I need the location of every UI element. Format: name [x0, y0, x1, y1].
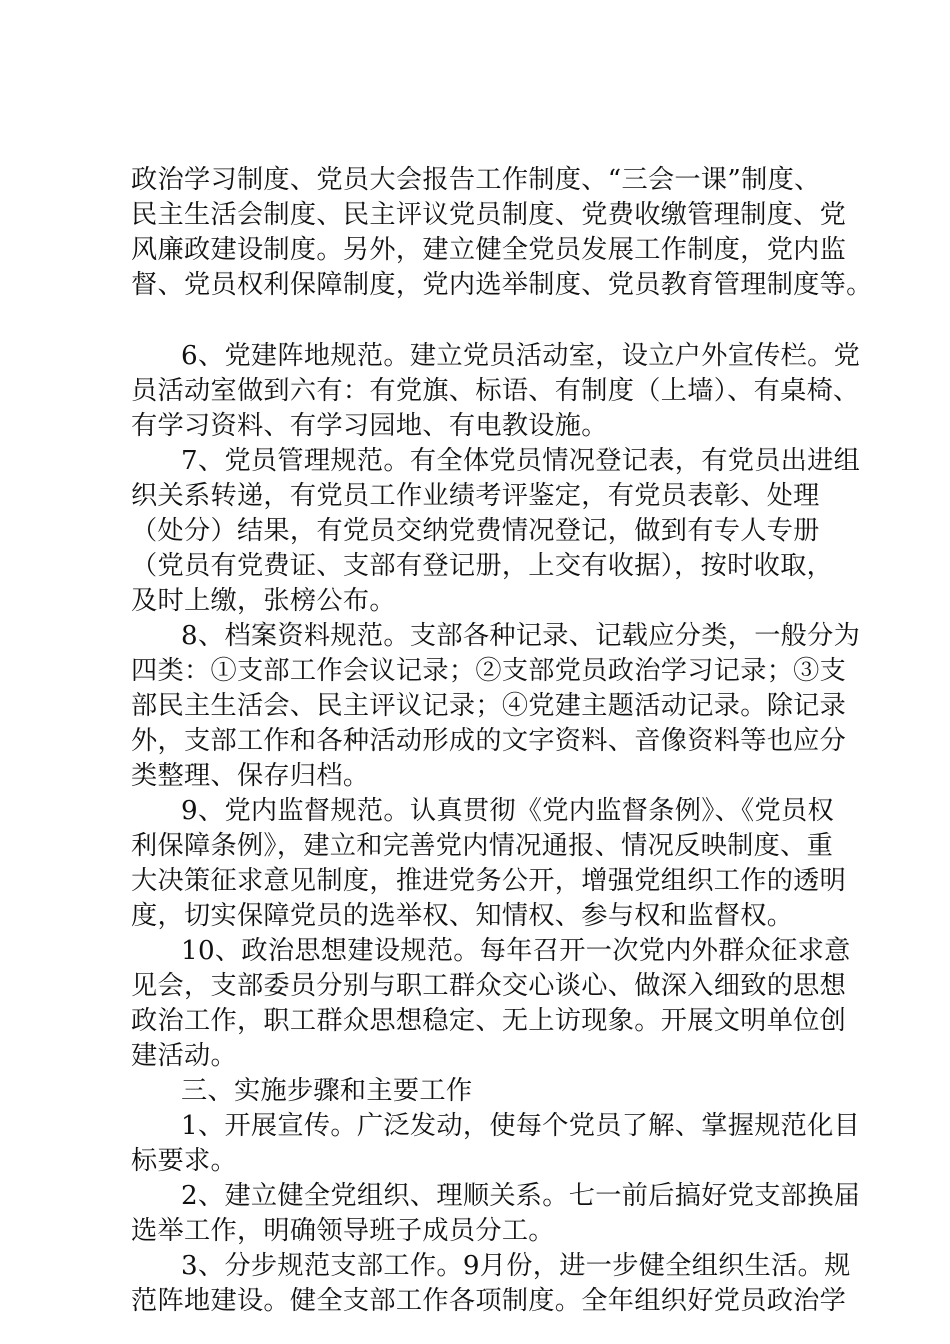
step-item-3: [131, 1249, 851, 1319]
text-line: 风廉政建设制度。另外，建立健全党员发展工作制度，党内监: [131, 235, 847, 265]
heading-line: 三、实施步骤和主要工作: [181, 1076, 473, 1106]
text-line: 民主生活会制度、民主评议党员制度、党费收缴管理制度、党: [131, 200, 847, 230]
text-line: 选举工作，明确领导班子成员分工。: [131, 1216, 555, 1246]
text-line: 督、党员权利保障制度，党内选举制度、党员教育管理制度等。: [131, 270, 873, 300]
paragraph-item-10: [131, 934, 851, 1074]
text-line: 标要求。: [131, 1146, 237, 1176]
text-line: 范阵地建设。健全支部工作各项制度。全年组织好党员政治学: [131, 1286, 847, 1316]
text-line: 四类：①支部工作会议记录；②支部党员政治学习记录；③支: [131, 656, 847, 686]
text-line: 6、党建阵地规范。建立党员活动室，设立户外宣传栏。党: [181, 341, 861, 371]
text-line: 10、政治思想建设规范。每年召开一次党内外群众征求意: [181, 936, 851, 966]
paragraph-item-9: [131, 794, 851, 934]
text-line: 政治学习制度、党员大会报告工作制度、“三会一课”制度、: [131, 165, 821, 195]
step-item-2: [131, 1179, 861, 1249]
text-line: 利保障条例》，建立和完善党内情况通报、情况反映制度、重: [131, 831, 834, 861]
document-page: [131, 163, 873, 1319]
paragraph-item-6: [131, 339, 861, 444]
text-line: 建活动。: [131, 1041, 237, 1071]
text-line: （处分）结果，有党员交纳党费情况登记，做到有专人专册: [131, 516, 820, 546]
paragraph-1: [131, 163, 873, 303]
paragraph-gap: [131, 303, 851, 339]
text-line: 见会，支部委员分别与职工群众交心谈心、做深入细致的思想: [131, 971, 847, 1001]
text-line: 政治工作，职工群众思想稳定、无上访现象。开展文明单位创: [131, 1006, 847, 1036]
paragraph-item-8: [131, 619, 861, 794]
text-line: 2、建立健全党组织、理顺关系。七一前后搞好党支部换届: [181, 1181, 861, 1211]
step-item-1: [131, 1109, 861, 1179]
text-line: 大决策征求意见制度，推进党务公开，增强党组织工作的透明: [131, 866, 847, 896]
text-line: 外，支部工作和各种活动形成的文字资料、音像资料等也应分: [131, 726, 847, 756]
text-line: 1、开展宣传。广泛发动，使每个党员了解、掌握规范化目: [181, 1111, 861, 1141]
text-line: 9、党内监督规范。认真贯彻《党内监督条例》、《党员权: [181, 796, 834, 826]
text-line: 及时上缴，张榜公布。: [131, 586, 396, 616]
section-heading: [131, 1074, 851, 1109]
text-line: 织关系转递，有党员工作业绩考评鉴定，有党员表彰、处理: [131, 481, 820, 511]
text-line: 类整理、保存归档。: [131, 761, 370, 791]
text-line: 3、分步规范支部工作。9月份，进一步健全组织生活。规: [181, 1251, 851, 1281]
text-line: 7、党员管理规范。有全体党员情况登记表，有党员出进组: [181, 446, 861, 476]
text-line: 部民主生活会、民主评议记录；④党建主题活动记录。除记录: [131, 691, 847, 721]
text-line: 有学习资料、有学习园地、有电教设施。: [131, 411, 608, 441]
paragraph-item-7: [131, 444, 861, 619]
text-line: 度，切实保障党员的选举权、知情权、参与权和监督权。: [131, 901, 794, 931]
text-line: 8、档案资料规范。支部各种记录、记载应分类，一般分为: [181, 621, 861, 651]
text-line: （党员有党费证、支部有登记册，上交有收据），按时收取，: [131, 551, 834, 581]
text-line: 员活动室做到六有：有党旗、标语、有制度（上墙）、有桌椅、: [131, 376, 860, 406]
